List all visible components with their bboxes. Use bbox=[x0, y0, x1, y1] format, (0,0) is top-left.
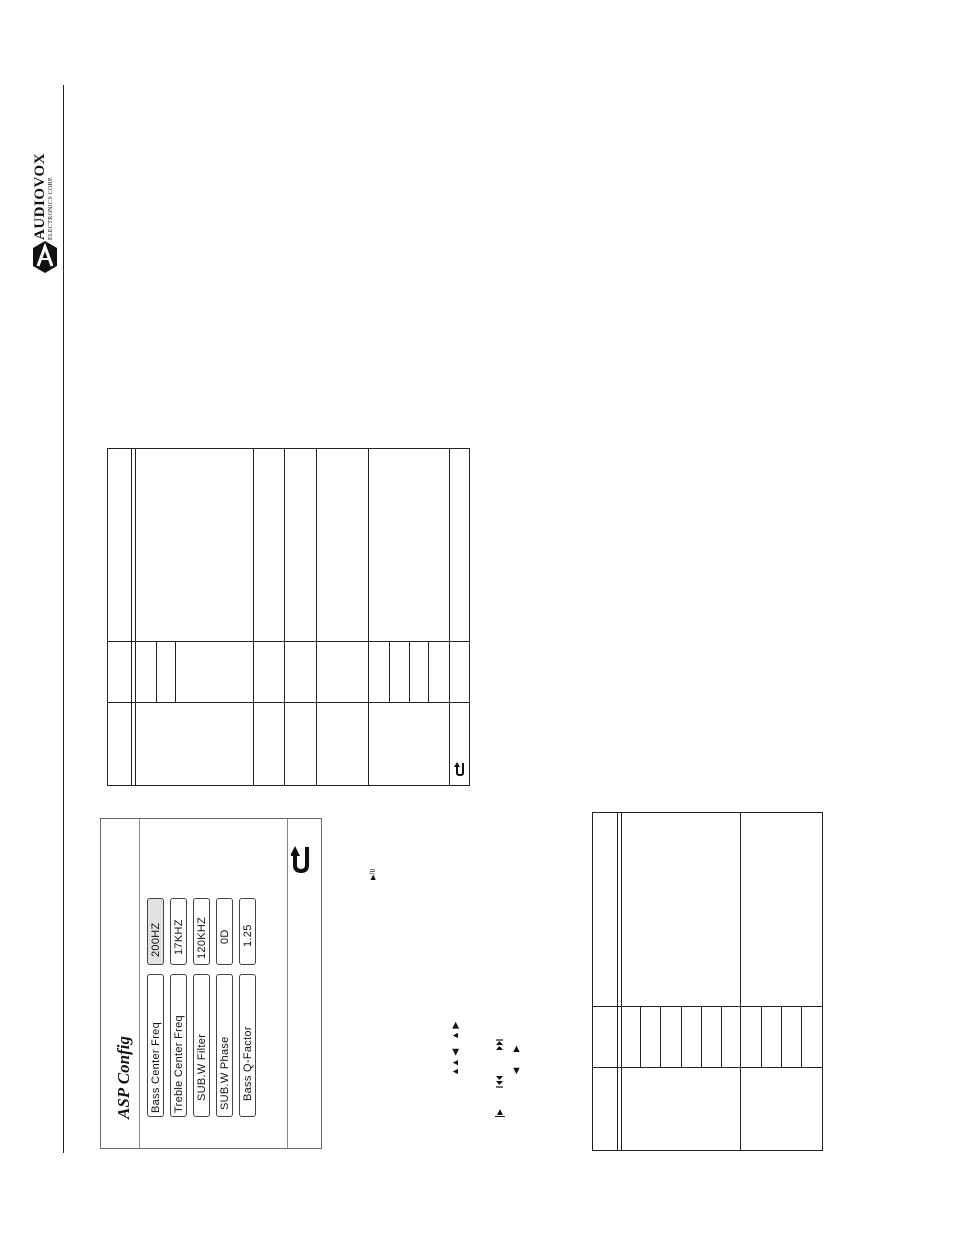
table-one-row-rule bbox=[449, 449, 450, 785]
skip-next-icon bbox=[495, 1074, 504, 1088]
table-one-row-rule bbox=[284, 449, 285, 785]
table-two-subcell-rule bbox=[801, 1006, 802, 1067]
table-one-col-rule bbox=[108, 702, 469, 703]
bass-center-freq-label[interactable]: Bass Center Freq bbox=[147, 974, 164, 1117]
brand-tagline: ELECTRONICS CORP. bbox=[48, 176, 54, 240]
table-one-subcell-rule bbox=[389, 641, 390, 702]
table-one-subcell-rule bbox=[175, 641, 176, 702]
audiovox-emblem-icon bbox=[30, 240, 60, 274]
table-one-header-rule bbox=[131, 449, 132, 785]
play-pause-icon: ▶/II bbox=[370, 868, 377, 880]
table-one-header-rule-2 bbox=[135, 449, 136, 785]
table-one-row-rule bbox=[368, 449, 369, 785]
subw-filter-label[interactable]: SUB.W Filter bbox=[193, 974, 210, 1117]
asp-config-screen bbox=[100, 818, 322, 1149]
double-up-left-icon: ▲▲ ◀ bbox=[450, 1048, 460, 1076]
table-one-subcell-rule bbox=[409, 641, 410, 702]
table-two-col-rule bbox=[593, 1006, 822, 1007]
table-two-subcell-rule bbox=[681, 1006, 682, 1067]
table-two-col-rule bbox=[593, 1067, 822, 1068]
u-turn-back-arrow-icon[interactable] bbox=[291, 843, 313, 877]
page-margin-rule bbox=[63, 85, 64, 1153]
treble-center-freq-label[interactable]: Treble Center Freq bbox=[170, 974, 187, 1117]
table-one-row-rule bbox=[316, 449, 317, 785]
back-arrow-icon bbox=[454, 761, 466, 777]
eject-right-icon: ▲ ▶ bbox=[450, 1021, 460, 1040]
table-two bbox=[592, 812, 823, 1151]
treble-center-freq-value[interactable]: 17KHZ bbox=[170, 898, 187, 965]
table-two-subcell-rule bbox=[781, 1006, 782, 1067]
menu-title: ASP Config bbox=[114, 1036, 133, 1119]
skip-up-icon: ▲ bbox=[511, 1043, 522, 1055]
eject-icon: ▲ bbox=[495, 1107, 505, 1118]
table-one-subcell-rule bbox=[156, 641, 157, 702]
audiovox-logo bbox=[28, 84, 62, 240]
menu-title-divider bbox=[139, 819, 140, 1148]
table-two-subcell-rule bbox=[721, 1006, 722, 1067]
table-two-subcell-rule bbox=[701, 1006, 702, 1067]
table-two-header-rule bbox=[617, 813, 618, 1150]
skip-prev-icon bbox=[495, 1039, 504, 1053]
subw-phase-label[interactable]: SUB.W Phase bbox=[216, 974, 233, 1117]
table-one-subcell-rule bbox=[428, 641, 429, 702]
table-two-subcell-rule bbox=[640, 1006, 641, 1067]
table-two-header-rule-2 bbox=[621, 813, 622, 1150]
brand-name: AUDIOVOX bbox=[32, 152, 48, 240]
skip-down-icon: ▼ bbox=[511, 1065, 522, 1077]
table-two-row-rule bbox=[740, 813, 741, 1150]
menu-footer-divider bbox=[287, 819, 288, 1148]
table-one bbox=[107, 448, 470, 786]
table-two-subcell-rule bbox=[761, 1006, 762, 1067]
subw-phase-value[interactable]: 0D bbox=[216, 898, 233, 965]
bass-center-freq-value[interactable]: 200HZ bbox=[147, 898, 164, 965]
table-one-row-rule bbox=[253, 449, 254, 785]
subw-filter-value[interactable]: 120KHZ bbox=[193, 898, 210, 965]
table-one-col-rule bbox=[108, 641, 469, 642]
bass-q-factor-label[interactable]: Bass Q-Factor bbox=[239, 974, 256, 1117]
table-two-subcell-rule bbox=[660, 1006, 661, 1067]
bass-q-factor-value[interactable]: 1.25 bbox=[239, 898, 256, 965]
